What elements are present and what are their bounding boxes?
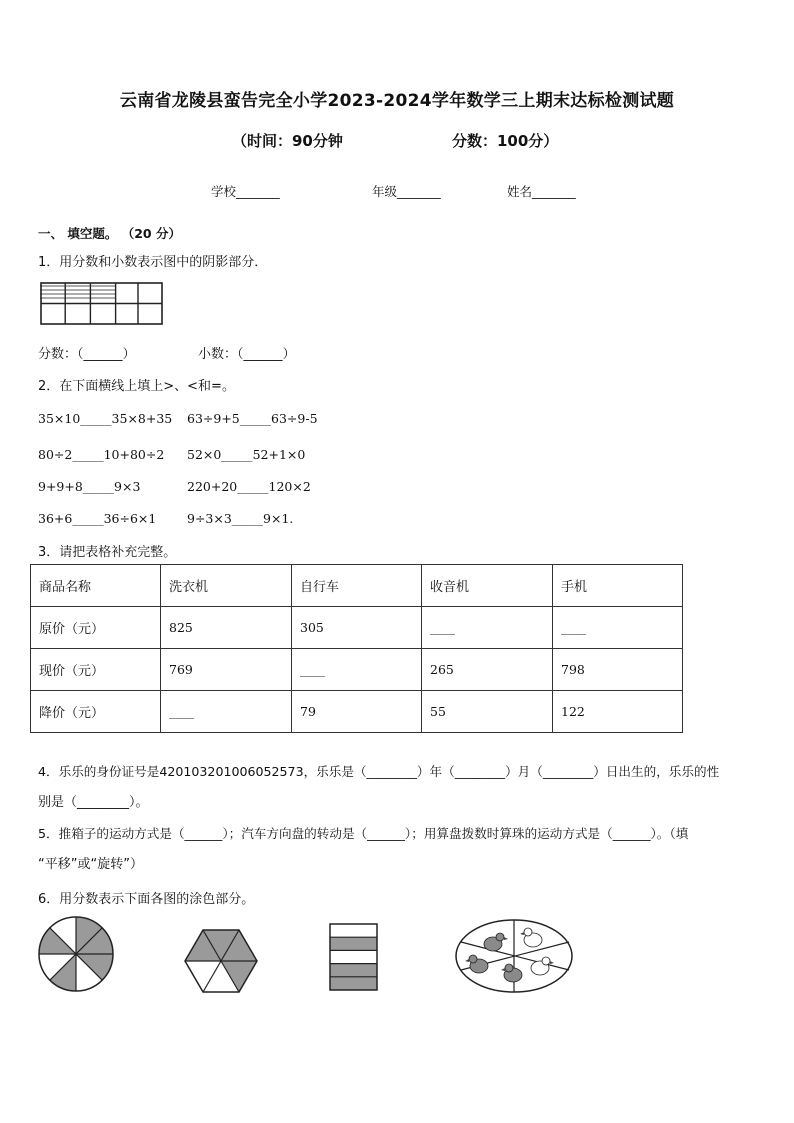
shaded-sector [39,928,76,954]
name-field: 姓名_______ [507,184,576,199]
page-title: 云南省龙陵县蛮告完全小学2023-2024学年数学三上期末达标检测试题 [119,91,675,111]
table-cell: 收音机 [422,565,553,607]
exam-time: （时间：90分钟 [232,132,343,150]
table-cell: 现价（元） [31,649,161,691]
shaded-strip [330,937,377,950]
price-table [30,564,683,733]
table-cell: 769 [161,649,292,691]
table-cell: 降价（元） [31,691,161,733]
shaded-sector [76,954,113,980]
table-cell: 手机 [553,565,683,607]
grade-field: 年级_______ [372,184,441,199]
comparison-6: 220+20_____120×2 [187,479,311,494]
circle-eighths-figure [36,914,116,994]
table-row [31,607,683,649]
comparison-7: 36+6_____36÷6×1 [38,511,157,526]
question-3: 3．请把表格补充完整。 [38,545,177,560]
fraction-answer: 分数：（______） [38,347,136,362]
hexagon-figure [181,926,261,996]
duck-plate-figure [453,916,575,996]
question-1: 1．用分数和小数表示图中的阴影部分． [38,255,268,270]
shaded-triangle [221,961,257,992]
table-cell: 265 [422,649,553,691]
table-cell: ____ [422,607,553,649]
table-row [31,691,683,733]
table-cell: 825 [161,607,292,649]
table-cell: 自行车 [292,565,422,607]
table-cell: 305 [292,607,422,649]
shaded-grid-figure [40,282,164,326]
table-cell: 洗衣机 [161,565,292,607]
question-2: 2．在下面横线上填上>、<和=。 [38,379,235,394]
table-cell: 798 [553,649,683,691]
table-cell: ____ [553,607,683,649]
table-cell: 122 [553,691,683,733]
school-field: 学校_______ [211,184,280,199]
section-heading: 一、 填空题。 （20 分） [38,226,181,241]
table-row [31,565,683,607]
question-4-line-2: 别是（________）。 [38,795,149,810]
shaded-strip [330,964,377,977]
question-6: 6．用分数表示下面各图的涂色部分。 [38,892,255,907]
grid-hatching [40,286,115,298]
strips-rectangle-figure [328,922,380,992]
table-cell: 79 [292,691,422,733]
table-row [31,649,683,691]
shaded-strip [330,977,377,990]
table-cell: 55 [422,691,553,733]
question-5-line-1: 5．推箱子的运动方式是（______）；汽车方向盘的转动是（______）；用算盘拨数时算珠的运动方式是（______）。（填 [38,826,689,841]
shaded-sector [50,954,76,991]
comparison-1: 35×10_____35×8+35 [38,411,173,426]
question-4-line-1: 4．乐乐的身份证号是420103201006052573，乐乐是（________）年（________）月（________）日出生的，乐乐的性 [38,764,720,779]
comparison-2: 63÷9+5_____63÷9-5 [187,411,318,426]
exam-score: 分数：100分） [452,132,559,150]
table-cell: ____ [161,691,292,733]
question-5-line-2: “平移”或“旋转”） [38,857,143,872]
comparison-3: 80÷2_____10+80÷2 [38,447,165,462]
comparison-8: 9÷3×3_____9×1. [187,511,294,526]
table-cell: ____ [292,649,422,691]
table-cell: 商品名称 [31,565,161,607]
decimal-answer: 小数：（______） [198,347,296,362]
comparison-4: 52×0_____52+1×0 [187,447,306,462]
comparison-5: 9+9+8_____9×3 [38,479,141,494]
table-cell: 原价（元） [31,607,161,649]
